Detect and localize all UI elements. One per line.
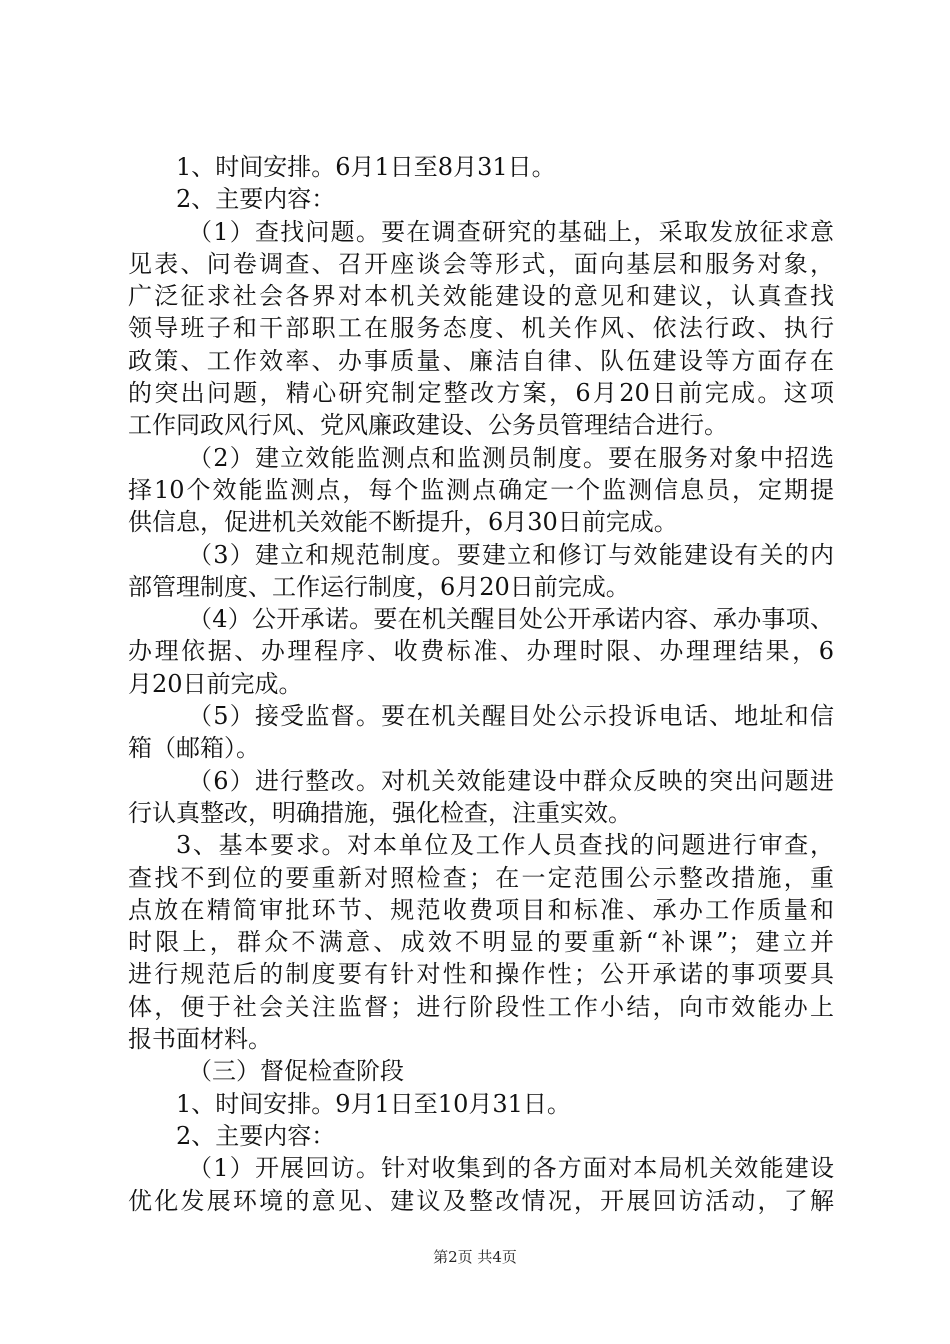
text-line: （2）建立效能监测点和监测员制度。要在服务对象中招选 [188,443,834,472]
text-line: （1）查找问题。要在调查研究的基础上，采取发放征求意 [188,217,834,246]
text-line: 1、时间安排。9月1日至10月31日。 [176,1089,571,1118]
text-line: 月20日前完成。 [128,669,303,698]
text-line: 体，便于社会关注监督；进行阶段性工作小结，向市效能办上 [128,992,834,1021]
text-line: 广泛征求社会各界对本机关效能建设的意见和建议，认真查找 [128,282,834,311]
text-line: 优化发展环境的意见、建议及整改情况，开展回访活动，了解 [128,1186,834,1215]
text-line: 查找不到位的要重新对照检查；在一定范围公示整改措施，重 [128,863,834,892]
text-line: 时限上，群众不满意、成效不明显的要重新“补课”；建立并 [128,928,834,957]
section-heading: （三）督促检查阶段 [188,1057,404,1086]
text-line: （5）接受监督。要在机关醒目处公示投诉电话、地址和信 [188,702,834,731]
text-line: （1）开展回访。针对收集到的各方面对本局机关效能建设 [188,1154,834,1183]
text-line: 点放在精简审批环节、规范收费项目和标准、承办工作质量和 [128,895,834,924]
text-line: 3、基本要求。对本单位及工作人员查找的问题进行审查， [176,831,834,860]
text-line: 进行规范后的制度要有针对性和操作性；公开承诺的事项要具 [128,960,834,989]
text-line: 的突出问题，精心研究制定整改方案，6月20日前完成。这项 [128,379,834,408]
document-body [128,151,834,1217]
text-line: 政策、工作效率、办事质量、廉洁自律、队伍建设等方面存在 [128,346,834,375]
text-line: 1、时间安排。6月1日至8月31日。 [176,153,556,181]
text-line: 部管理制度、工作运行制度，6月20日前完成。 [128,572,630,601]
text-line: 办理依据、办理程序、收费标准、办理时限、办理理结果，6 [128,637,834,666]
text-line: 工作同政风行风、党风廉政建设、公务员管理结合进行。 [128,411,728,440]
text-line: 择10个效能监测点，每个监测点确定一个监测信息员，定期提 [128,475,834,504]
text-line: 供信息，促进机关效能不断提升，6月30日前完成。 [128,508,678,537]
text-line: （6）进行整改。对机关效能建设中群众反映的突出问题进 [188,766,834,795]
text-line: 见表、问卷调查、召开座谈会等形式，面向基层和服务对象， [128,249,834,278]
text-line: （4）公开承诺。要在机关醒目处公开承诺内容、承办事项、 [188,605,834,634]
text-line: 领导班子和干部职工在服务态度、机关作风、依法行政、执行 [128,314,834,343]
text-line: 箱（邮箱）。 [128,734,260,763]
text-line: 2、主要内容： [176,185,336,214]
text-line: 2、主要内容： [176,1121,336,1150]
page-number-footer: 第2页 共4页 [433,1248,517,1266]
text-line: 行认真整改，明确措施，强化检查，注重实效。 [128,798,632,827]
text-line: 报书面材料。 [128,1025,272,1054]
text-line: （3）建立和规范制度。要建立和修订与效能建设有关的内 [188,540,834,569]
